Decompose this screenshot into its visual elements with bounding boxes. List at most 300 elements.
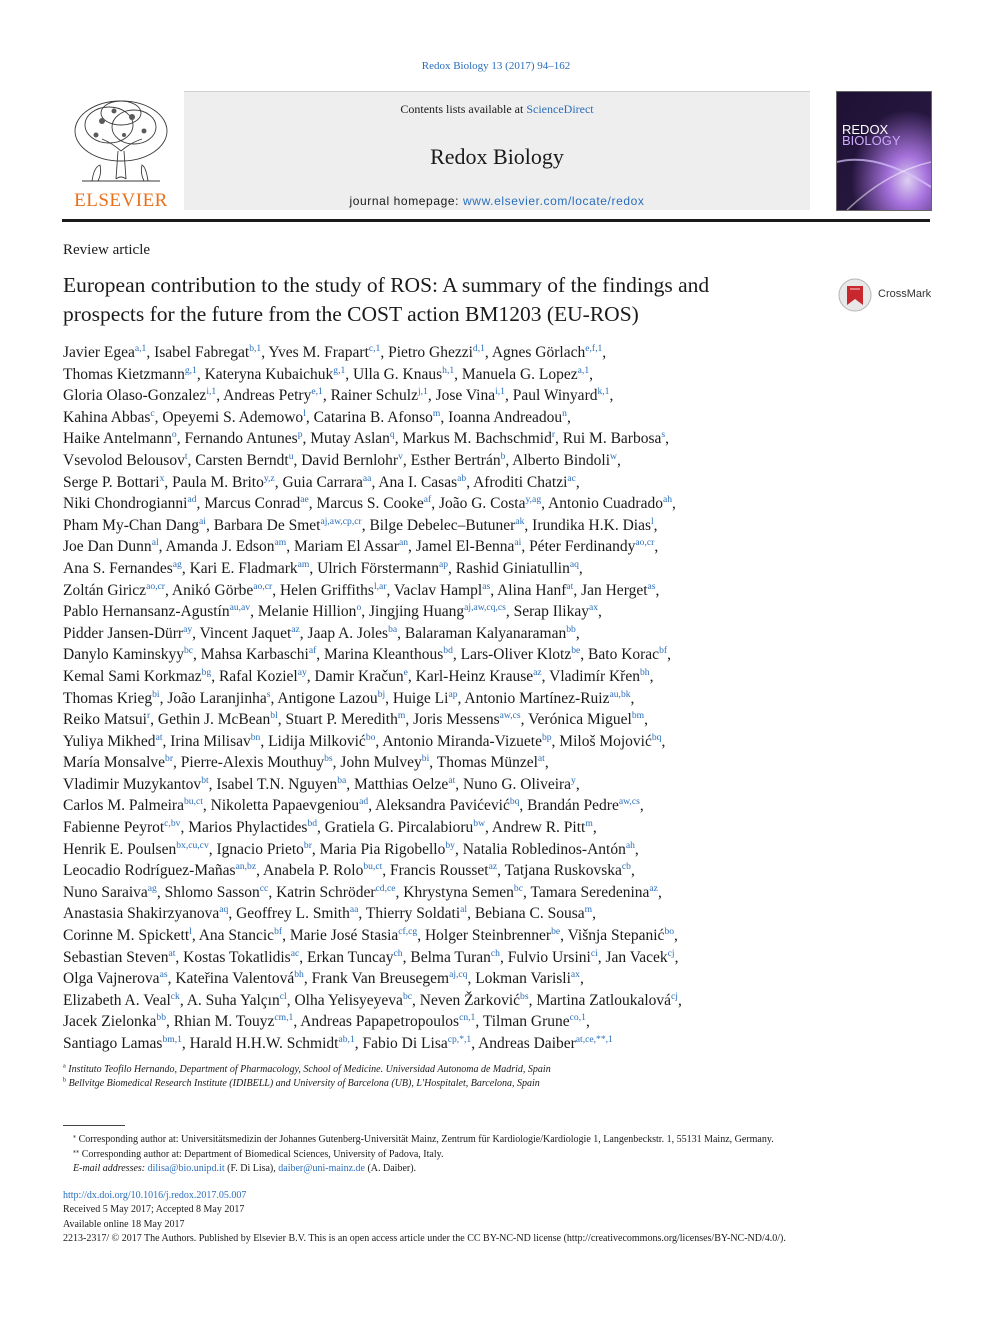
author-affiliation-marks[interactable]: as [482, 580, 491, 592]
author-name[interactable]: Jose Vina [435, 387, 496, 405]
author-affiliation-marks[interactable]: bf [659, 645, 668, 657]
author-name[interactable]: David Bernlohr [301, 451, 399, 469]
author-affiliation-marks[interactable]: cp,*,1 [447, 1033, 472, 1045]
author-affiliation-marks[interactable]: bt [201, 774, 209, 786]
author-affiliation-marks[interactable]: aq [219, 904, 229, 916]
author-affiliation-marks[interactable]: y,ag [525, 494, 542, 505]
author-affiliation-marks[interactable]: ai [199, 515, 206, 527]
author-name[interactable]: Karl-Heinz Krause [415, 667, 534, 685]
author-name[interactable]: Santiago Lamas [63, 1035, 163, 1052]
author-name[interactable]: Damir Kračun [314, 667, 404, 685]
author-name[interactable]: Harald H.H.W. Schmidt [189, 1035, 339, 1052]
doi-link[interactable]: http://dx.doi.org/10.1016/j.redox.2017.05.007 [63, 1190, 247, 1201]
author-affiliation-marks[interactable]: t [184, 450, 188, 462]
author-name[interactable]: Vladimir Muzykantov [63, 775, 202, 793]
author-affiliation-marks[interactable]: bw [473, 817, 485, 829]
author-name[interactable]: Martina Zatloukalová [536, 991, 672, 1009]
author-affiliation-marks[interactable]: r [551, 429, 556, 441]
author-name[interactable]: João Laranjinha [167, 689, 267, 707]
author-name[interactable]: Joris Messens [413, 711, 500, 729]
author-name[interactable]: Andrew R. Pitt [491, 819, 586, 837]
author-name[interactable]: Corinne M. Spickett [63, 927, 190, 945]
author-affiliation-marks[interactable]: aw,cs [499, 709, 521, 721]
author-name[interactable]: Rainer Schulz [330, 387, 418, 405]
author-affiliation-marks[interactable]: ao,cr [635, 537, 655, 549]
author-affiliation-marks[interactable]: bo [664, 925, 675, 937]
author-name[interactable]: Natalia Robledinos-Antón [462, 840, 626, 858]
author-affiliation-marks[interactable]: by [445, 839, 455, 851]
author-affiliation-marks[interactable]: v [398, 450, 403, 462]
author-affiliation-marks[interactable]: ay [297, 666, 307, 678]
author-affiliation-marks[interactable]: af [308, 645, 317, 657]
author-name[interactable]: Pidder Jansen-Dürr [63, 624, 184, 642]
author-affiliation-marks[interactable]: bh [639, 666, 650, 678]
author-name[interactable]: Lars-Oliver Klotz [460, 646, 572, 664]
author-affiliation-marks[interactable]: co,1 [569, 1012, 586, 1024]
author-name[interactable]: Kemal Sami Korkmaz [63, 667, 202, 685]
author-name[interactable]: Anabela P. Rolo [263, 862, 364, 880]
author-affiliation-marks[interactable]: at [448, 774, 456, 786]
author-affiliation-marks[interactable]: ab [457, 472, 467, 484]
author-name[interactable]: Rafal Koziel [218, 667, 298, 685]
author-name[interactable]: Gethin J. McBean [157, 711, 271, 729]
author-affiliation-marks[interactable]: u [288, 450, 294, 462]
author-affiliation-marks[interactable]: c [150, 407, 155, 419]
author-name[interactable]: Melanie Hillion [257, 603, 357, 621]
author-name[interactable]: Yuliya Mikhed [63, 732, 156, 750]
author-name[interactable]: Ana Stancic [198, 927, 275, 945]
author-name[interactable]: María Monsalve [63, 754, 166, 772]
author-name[interactable]: Višnja Stepanić [567, 927, 665, 945]
author-name[interactable]: Fulvio Ursini [507, 948, 591, 966]
author-affiliation-marks[interactable]: at [155, 731, 163, 743]
author-affiliation-marks[interactable]: y [571, 774, 576, 786]
author-name[interactable]: Ulrich Förstermann [317, 559, 439, 577]
journal-cover-image[interactable] [836, 91, 932, 211]
author-name[interactable]: Miloš Mojović [559, 732, 652, 750]
author-name[interactable]: Neven Žarković [419, 991, 521, 1009]
homepage-link[interactable]: www.elsevier.com/locate/redox [463, 194, 645, 208]
author-affiliation-marks[interactable]: ag [147, 882, 157, 894]
author-name[interactable]: Marcus S. Cooke [316, 495, 424, 513]
author-affiliation-marks[interactable]: i,1 [206, 386, 217, 398]
author-affiliation-marks[interactable]: e,1 [311, 386, 323, 398]
author-name[interactable]: Rui M. Barbosa [562, 430, 662, 448]
author-name[interactable]: Belma Turan [410, 948, 491, 966]
author-name[interactable]: Helen Griffiths [279, 581, 374, 599]
author-affiliation-marks[interactable]: m [584, 904, 593, 916]
author-name[interactable]: Mariam El Assar [293, 538, 399, 556]
author-name[interactable]: Gratiela G. Pircalabioru [324, 819, 474, 837]
author-name[interactable]: Marios Phylactides [188, 819, 308, 837]
author-name[interactable]: Katrin Schröder [276, 883, 376, 901]
author-name[interactable]: Fabienne Peyrot [63, 819, 165, 837]
author-name[interactable]: Reiko Matsui [63, 711, 147, 729]
author-affiliation-marks[interactable]: am [274, 537, 287, 549]
author-affiliation-marks[interactable]: a,1 [577, 364, 590, 376]
author-affiliation-marks[interactable]: x [159, 472, 165, 484]
author-affiliation-marks[interactable]: bi [152, 688, 160, 700]
author-name[interactable]: Isabel T.N. Nguyen [216, 775, 338, 793]
author-name[interactable]: Thomas Münzel [436, 754, 538, 772]
author-name[interactable]: Yves M. Frapart [268, 344, 369, 361]
author-name[interactable]: Javier Egea [63, 344, 135, 361]
author-name[interactable]: Opeyemi S. Ademowo [162, 408, 304, 426]
author-affiliation-marks[interactable]: bm,1 [162, 1033, 182, 1045]
sciencedirect-link[interactable]: ScienceDirect [526, 102, 594, 116]
author-affiliation-marks[interactable]: as [159, 969, 168, 981]
author-name[interactable]: Nikoletta Papaevgeniou [210, 797, 360, 815]
author-affiliation-marks[interactable]: g,1 [184, 364, 197, 376]
author-affiliation-marks[interactable]: ci [590, 947, 598, 959]
author-name[interactable]: Anikó Görbe [171, 581, 254, 599]
author-name[interactable]: Fabio Di Lisa [362, 1035, 448, 1052]
author-affiliation-marks[interactable]: ao,cr [253, 580, 273, 592]
author-name[interactable]: Paula M. Brito [172, 473, 264, 491]
author-name[interactable]: Irina Milisav [170, 732, 251, 750]
author-affiliation-marks[interactable]: cf,cg [398, 925, 418, 937]
author-affiliation-marks[interactable]: ak [515, 515, 525, 527]
author-name[interactable]: Pablo Hernansanz-Agustín [63, 603, 230, 621]
author-name[interactable]: Joe Dan Dunn [63, 538, 152, 556]
author-name[interactable]: Gloria Olaso-Gonzalez [63, 387, 207, 405]
author-name[interactable]: Andreas Petry [223, 387, 312, 405]
author-name[interactable]: Vsevolod Belousov [63, 451, 185, 469]
author-name[interactable]: Zoltán Giricz [63, 581, 147, 599]
author-name[interactable]: Barbara De Smet [213, 516, 321, 534]
author-affiliation-marks[interactable]: az [291, 623, 300, 635]
author-affiliation-marks[interactable]: bi [421, 753, 430, 765]
author-name[interactable]: Vladimír Křen [549, 667, 640, 685]
author-affiliation-marks[interactable]: at [537, 753, 545, 765]
author-affiliation-marks[interactable]: bb [156, 1012, 166, 1024]
author-affiliation-marks[interactable]: o [171, 429, 177, 441]
author-name[interactable]: Jaap A. Joles [307, 624, 389, 642]
author-affiliation-marks[interactable]: ah [662, 494, 673, 505]
author-affiliation-marks[interactable]: l [189, 925, 192, 937]
author-affiliation-marks[interactable]: y,z [263, 472, 275, 484]
author-name[interactable]: Vaclav Hampl [393, 581, 483, 599]
author-affiliation-marks[interactable]: c,1 [368, 342, 381, 354]
author-name[interactable]: Antonio Miranda-Vizuete [382, 732, 542, 750]
author-affiliation-marks[interactable]: n [562, 407, 567, 419]
author-affiliation-marks[interactable]: ae [300, 494, 309, 505]
author-affiliation-marks[interactable]: at [566, 580, 574, 592]
author-affiliation-marks[interactable]: an [398, 537, 409, 549]
author-affiliation-marks[interactable]: aw,cs [618, 796, 640, 808]
author-affiliation-marks[interactable]: ad [187, 494, 197, 505]
author-affiliation-marks[interactable]: au,av [229, 601, 251, 613]
author-affiliation-marks[interactable]: be [571, 645, 581, 657]
author-name[interactable]: Kateryna Kubaichuk [204, 365, 334, 383]
author-name[interactable]: Paul Winyard [512, 387, 598, 405]
author-name[interactable]: Brandán Pedre [527, 797, 619, 815]
author-affiliation-marks[interactable]: am [297, 558, 310, 570]
author-affiliation-marks[interactable]: c,bv [164, 817, 181, 829]
author-affiliation-marks[interactable]: ai [514, 537, 522, 549]
author-name[interactable]: Mahsa Karbaschi [200, 646, 309, 664]
email-link-dilisa[interactable]: dilisa@bio.unipd.it [147, 1163, 225, 1174]
author-name[interactable]: Esther Bertrán [410, 451, 501, 469]
author-name[interactable]: Guia Carrara [282, 473, 363, 491]
author-affiliation-marks[interactable]: ap [448, 688, 458, 700]
author-affiliation-marks[interactable]: ah [625, 839, 635, 851]
author-name[interactable]: Jan Vacek [605, 948, 668, 966]
author-affiliation-marks[interactable]: bs [520, 990, 529, 1002]
author-affiliation-marks[interactable]: j,1 [417, 386, 428, 398]
author-affiliation-marks[interactable]: ab,1 [338, 1033, 355, 1045]
author-affiliation-marks[interactable]: cl [279, 990, 287, 1002]
author-name[interactable]: Jamel El-Benna [415, 538, 515, 556]
author-name[interactable]: Markus M. Bachschmid [402, 430, 552, 448]
author-name[interactable]: Khrystyna Semen [403, 883, 514, 901]
author-affiliation-marks[interactable]: cn,1 [459, 1012, 476, 1024]
author-name[interactable]: Jingjing Huang [368, 603, 465, 621]
author-affiliation-marks[interactable]: l [303, 407, 306, 419]
author-name[interactable]: Amanda J. Edson [165, 538, 275, 556]
author-affiliation-marks[interactable]: bg [201, 666, 212, 678]
author-affiliation-marks[interactable]: d,1 [472, 342, 485, 354]
author-name[interactable]: Ulla G. Knaus [353, 365, 443, 383]
author-name[interactable]: Serap Ilikay [513, 603, 589, 621]
author-affiliation-marks[interactable]: cj [671, 990, 678, 1002]
author-affiliation-marks[interactable]: k,1 [597, 386, 610, 398]
author-affiliation-marks[interactable]: ad [359, 796, 369, 808]
author-affiliation-marks[interactable]: bu,ct [183, 796, 203, 808]
crossmark-badge[interactable] [838, 278, 930, 312]
author-affiliation-marks[interactable]: r [146, 709, 151, 721]
author-name[interactable]: Kostas Tokatlidis [183, 948, 291, 966]
author-affiliation-marks[interactable]: bd [443, 645, 453, 657]
author-name[interactable]: Isabel Fabregat [154, 344, 250, 361]
author-name[interactable]: Fernando Antunes [184, 430, 298, 448]
author-name[interactable]: Thierry Soldati [365, 905, 461, 923]
author-name[interactable]: Serge P. Bottari [63, 473, 160, 491]
author-name[interactable]: Bebiana C. Sousa [474, 905, 585, 923]
author-name[interactable]: Pham My-Chan Dang [63, 516, 200, 534]
author-affiliation-marks[interactable]: aj,aw,cq,cs [464, 601, 506, 613]
author-name[interactable]: Huige Li [392, 689, 449, 707]
author-affiliation-marks[interactable]: ao,cr [146, 580, 165, 592]
author-affiliation-marks[interactable]: s [661, 429, 666, 441]
author-name[interactable]: Maria Pia Rigobello [319, 840, 446, 858]
author-name[interactable]: Alina Hanf [497, 581, 567, 599]
author-name[interactable]: Olha Yelisyeyeva [294, 991, 403, 1009]
author-name[interactable]: Irundika H.K. Dias [532, 516, 651, 534]
author-affiliation-marks[interactable]: cj [667, 947, 675, 959]
author-affiliation-marks[interactable]: bf [274, 925, 283, 937]
author-name[interactable]: Marina Kleanthous [324, 646, 444, 664]
author-name[interactable]: Lokman Varisli [475, 970, 571, 988]
author-affiliation-marks[interactable]: b,1 [249, 342, 262, 354]
author-affiliation-marks[interactable]: q [389, 429, 395, 441]
author-affiliation-marks[interactable]: au,bk [609, 688, 631, 700]
author-affiliation-marks[interactable]: ac [567, 472, 576, 484]
author-name[interactable]: Kari E. Fladmark [189, 559, 298, 577]
author-name[interactable]: Henrik E. Poulsen [63, 840, 177, 858]
author-affiliation-marks[interactable]: ch [490, 947, 500, 959]
author-name[interactable]: Kateřina Valentová [175, 970, 295, 988]
author-affiliation-marks[interactable]: bs [324, 753, 333, 765]
author-affiliation-marks[interactable]: i,1 [495, 386, 505, 398]
author-name[interactable]: Alberto Bindoli [512, 451, 611, 469]
author-affiliation-marks[interactable]: bo [365, 731, 376, 743]
author-affiliation-marks[interactable]: e,f,1 [585, 342, 603, 354]
author-affiliation-marks[interactable]: al [460, 904, 468, 916]
author-name[interactable]: Antonio Cuadrado [548, 495, 663, 513]
author-name[interactable]: Carlos M. Palmeira [63, 797, 184, 815]
author-affiliation-marks[interactable]: a,1 [134, 342, 147, 354]
author-name[interactable]: Rhian M. Touyz [173, 1013, 275, 1031]
author-affiliation-marks[interactable]: bq [651, 731, 662, 743]
author-name[interactable]: John Mulvey [340, 754, 422, 772]
author-affiliation-marks[interactable]: m [432, 407, 441, 419]
author-affiliation-marks[interactable]: w [610, 450, 617, 462]
author-name[interactable]: Lidija Milković [268, 732, 366, 750]
author-name[interactable]: Nuno G. Oliveira [463, 775, 572, 793]
author-affiliation-marks[interactable]: bx,cu,cv [176, 839, 209, 851]
author-name[interactable]: Bato Korac [588, 646, 660, 664]
author-affiliation-marks[interactable]: al [151, 537, 159, 549]
author-affiliation-marks[interactable]: cm,1 [274, 1012, 294, 1024]
author-affiliation-marks[interactable]: bn [250, 731, 261, 743]
author-affiliation-marks[interactable]: m [397, 709, 406, 721]
author-affiliation-marks[interactable]: bq [509, 796, 520, 808]
author-affiliation-marks[interactable]: m [585, 817, 593, 829]
author-affiliation-marks[interactable]: l [650, 515, 654, 527]
author-affiliation-marks[interactable]: bl [270, 709, 278, 721]
author-affiliation-marks[interactable]: g,1 [333, 364, 346, 376]
author-name[interactable]: Kahina Abbas [63, 408, 151, 426]
author-name[interactable]: Olga Vajnerova [63, 970, 160, 988]
author-name[interactable]: Danylo Kaminskyy [63, 646, 184, 664]
author-name[interactable]: Rashid Giniatullin [455, 559, 570, 577]
author-affiliation-marks[interactable]: at,ce,**,1 [575, 1033, 613, 1045]
author-name[interactable]: Anastasia Shakirzyanova [63, 905, 220, 923]
author-affiliation-marks[interactable]: ax [570, 969, 580, 981]
author-name[interactable]: Francis Rousset [390, 862, 489, 880]
author-name[interactable]: Catarina B. Afonso [313, 408, 433, 426]
author-name[interactable]: Geoffrey L. Smith [236, 905, 350, 923]
author-name[interactable]: Leocadio Rodríguez-Mañas [63, 862, 236, 880]
author-affiliation-marks[interactable]: cc [259, 882, 269, 894]
author-affiliation-marks[interactable]: cb [621, 861, 631, 873]
author-name[interactable]: Aleksandra Pavićević [375, 797, 510, 815]
author-name[interactable]: Bilge Debelec–Butuner [369, 516, 516, 534]
author-affiliation-marks[interactable]: bc [513, 882, 523, 894]
author-name[interactable]: Erkan Tuncay [307, 948, 394, 966]
author-affiliation-marks[interactable]: bm [631, 709, 645, 721]
author-name[interactable]: Tamara Seredenina [530, 883, 650, 901]
author-name[interactable]: Haike Antelmann [63, 430, 172, 448]
author-affiliation-marks[interactable]: e [403, 666, 408, 678]
author-name[interactable]: Niki Chondrogianni [63, 495, 188, 513]
author-affiliation-marks[interactable]: aa [349, 904, 359, 916]
author-name[interactable]: Verónica Miguel [528, 711, 632, 729]
journal-citation[interactable]: Redox Biology 13 (2017) 94–162 [421, 60, 571, 72]
author-affiliation-marks[interactable]: b [500, 450, 506, 462]
author-name[interactable]: Ignacio Prieto [216, 840, 304, 858]
author-name[interactable]: Andreas Papapetropoulos [300, 1013, 460, 1031]
author-name[interactable]: Ana I. Casas [378, 473, 458, 491]
author-name[interactable]: Tilman Grune [482, 1013, 570, 1031]
author-affiliation-marks[interactable]: bh [294, 969, 304, 981]
author-name[interactable]: João G. Costa [438, 495, 526, 513]
author-affiliation-marks[interactable]: bp [541, 731, 552, 743]
author-affiliation-marks[interactable]: af [423, 494, 432, 505]
author-name[interactable]: Jan Herget [581, 581, 648, 599]
author-name[interactable]: Agnes Görlach [491, 344, 586, 361]
author-name[interactable]: Andreas Daiber [478, 1035, 576, 1052]
author-name[interactable]: Mutay Aslan [310, 430, 390, 448]
license-link[interactable]: http://creativecommons.org/licenses/BY-NC-ND/4.0/ [566, 1232, 781, 1244]
author-affiliation-marks[interactable]: br [303, 839, 312, 851]
author-name[interactable]: Vincent Jaquet [199, 624, 292, 642]
author-name[interactable]: Matthias Oelze [354, 775, 449, 793]
author-affiliation-marks[interactable]: h,1 [442, 364, 455, 376]
author-name[interactable]: Tatjana Ruskovska [504, 862, 622, 880]
author-affiliation-marks[interactable]: bc [183, 645, 194, 657]
author-name[interactable]: Holger Steinbrenner [424, 927, 552, 945]
author-affiliation-marks[interactable]: az [533, 666, 542, 678]
author-affiliation-marks[interactable]: an,bz [235, 861, 257, 873]
author-affiliation-marks[interactable]: at [168, 947, 176, 959]
author-affiliation-marks[interactable]: az [488, 861, 498, 873]
author-affiliation-marks[interactable]: o [356, 601, 362, 613]
author-name[interactable]: Jacek Zielonka [63, 1013, 157, 1031]
author-name[interactable]: Nuno Saraiva [63, 883, 148, 901]
author-affiliation-marks[interactable]: s [266, 688, 271, 700]
author-affiliation-marks[interactable]: cd,ce [375, 882, 396, 894]
author-name[interactable]: Ana S. Fernandes [63, 559, 173, 577]
author-affiliation-marks[interactable]: bb [566, 623, 576, 635]
author-affiliation-marks[interactable]: ag [172, 558, 182, 570]
author-name[interactable]: Balaraman Kalyanaraman [404, 624, 567, 642]
author-name[interactable]: Pierre-Alexis Mouthuy [180, 754, 325, 772]
author-affiliation-marks[interactable]: ax [588, 601, 599, 613]
author-affiliation-marks[interactable]: p [297, 429, 303, 441]
elsevier-logo[interactable] [62, 91, 180, 211]
author-name[interactable]: Antigone Lazou [277, 689, 378, 707]
author-name[interactable]: Carsten Berndt [195, 451, 289, 469]
author-affiliation-marks[interactable]: ba [388, 623, 398, 635]
author-affiliation-marks[interactable]: aj,aw,cp,cr [320, 515, 362, 527]
author-name[interactable]: Pietro Ghezzi [388, 344, 473, 361]
author-name[interactable]: Elizabeth A. Veal [63, 991, 171, 1009]
author-name[interactable]: Frank Van Breusegem [311, 970, 450, 988]
author-affiliation-marks[interactable]: ba [337, 774, 347, 786]
email-link-daiber[interactable]: daiber@uni-mainz.de [278, 1163, 365, 1174]
author-name[interactable]: Stuart P. Meredith [285, 711, 398, 729]
author-name[interactable]: Marie José Stasia [289, 927, 399, 945]
author-name[interactable]: Afroditi Chatzi [473, 473, 568, 491]
author-name[interactable]: Manuela G. Lopez [461, 365, 578, 383]
author-affiliation-marks[interactable]: ch [393, 947, 403, 959]
author-affiliation-marks[interactable]: ac [290, 947, 300, 959]
author-name[interactable]: Marcus Conrad [204, 495, 301, 513]
author-affiliation-marks[interactable]: bj [377, 688, 386, 700]
author-affiliation-marks[interactable]: aa [362, 472, 372, 484]
author-affiliation-marks[interactable]: be [551, 925, 561, 937]
author-affiliation-marks[interactable]: ap [438, 558, 449, 570]
author-name[interactable]: Thomas Krieg [63, 689, 153, 707]
author-affiliation-marks[interactable]: az [649, 882, 658, 894]
author-affiliation-marks[interactable]: aj,cq [449, 969, 468, 981]
author-name[interactable]: Thomas Kietzmann [63, 365, 185, 383]
author-affiliation-marks[interactable]: ay [183, 623, 193, 635]
author-affiliation-marks[interactable]: br [165, 753, 174, 765]
author-name[interactable]: Ioanna Andreadou [448, 408, 563, 426]
